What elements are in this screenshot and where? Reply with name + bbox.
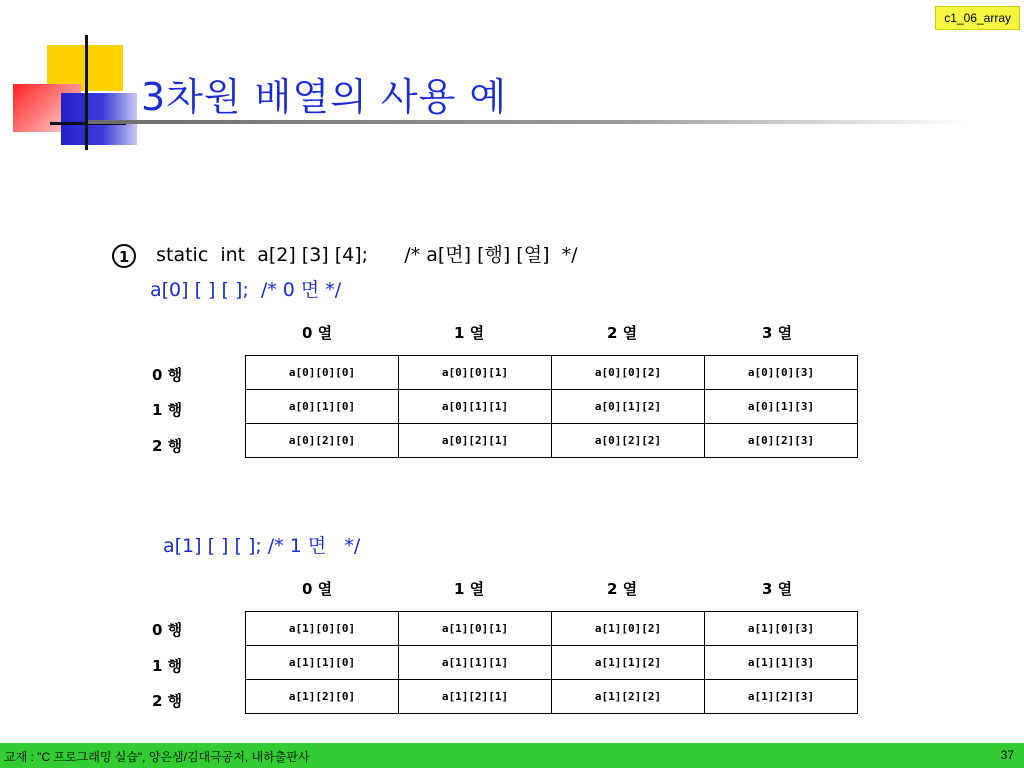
face-0-col-header: 3 열 <box>762 324 793 342</box>
table-row <box>246 424 858 458</box>
face-0-table <box>245 355 858 458</box>
footer-source-text: 교재 : "C 프로그래밍 실습", 양은샘/김대극공저, 내하출판사 <box>4 750 310 764</box>
table-cell: a[0][2][1] <box>399 424 552 458</box>
table-cell: a[0][1][0] <box>246 390 399 424</box>
table-cell: a[0][1][2] <box>552 390 705 424</box>
circled-number-marker: 1 <box>112 244 136 268</box>
table-row <box>246 356 858 390</box>
footer-bar <box>0 743 1024 768</box>
table-cell: a[0][2][3] <box>705 424 858 458</box>
table-row <box>246 680 858 714</box>
face-1-col-header: 3 열 <box>762 580 793 598</box>
table-cell: a[1][2][3] <box>705 680 858 714</box>
table-cell: a[1][1][1] <box>399 646 552 680</box>
declaration-code: static int a[2] [3] [4]; /* a[면] [행] [열] */ <box>156 244 578 266</box>
face-0-col-header: 0 열 <box>302 324 333 342</box>
table-cell: a[0][0][1] <box>399 356 552 390</box>
table-cell: a[0][1][3] <box>705 390 858 424</box>
slide-tag: c1_06_array <box>935 6 1020 30</box>
table-cell: a[1][0][0] <box>246 612 399 646</box>
face-1-col-header: 2 열 <box>607 580 638 598</box>
table-cell: a[0][1][1] <box>399 390 552 424</box>
face-0-row-header: 2 행 <box>152 437 183 455</box>
table-cell: a[1][2][1] <box>399 680 552 714</box>
page-title: 3차원 배열의 사용 예 <box>141 75 508 119</box>
face-0-col-header: 1 열 <box>454 324 485 342</box>
face-1-col-header: 0 열 <box>302 580 333 598</box>
table-cell: a[0][0][0] <box>246 356 399 390</box>
table-cell: a[1][1][2] <box>552 646 705 680</box>
array-declaration <box>100 218 577 268</box>
face-1-row-header: 0 행 <box>152 621 183 639</box>
table-row <box>246 390 858 424</box>
face-0-row-header: 1 행 <box>152 401 183 419</box>
decor-vertical-line <box>85 35 88 150</box>
table-cell: a[1][2][0] <box>246 680 399 714</box>
face-1-row-header: 2 행 <box>152 692 183 710</box>
table-cell: a[0][2][2] <box>552 424 705 458</box>
face-1-col-header: 1 열 <box>454 580 485 598</box>
table-cell: a[1][0][3] <box>705 612 858 646</box>
table-row <box>246 646 858 680</box>
face-0-row-header: 0 행 <box>152 366 183 384</box>
face-1-label: a[1] [ ] [ ]; /* 1 면 */ <box>163 535 361 557</box>
table-cell: a[1][0][1] <box>399 612 552 646</box>
table-cell: a[1][1][3] <box>705 646 858 680</box>
face-0-col-header: 2 열 <box>607 324 638 342</box>
face-1-table <box>245 611 858 714</box>
table-cell: a[1][1][0] <box>246 646 399 680</box>
table-row <box>246 612 858 646</box>
table-cell: a[0][0][3] <box>705 356 858 390</box>
table-cell: a[0][0][2] <box>552 356 705 390</box>
face-1-row-header: 1 행 <box>152 657 183 675</box>
decor-blue-square <box>61 93 137 145</box>
face-0-label: a[0] [ ] [ ]; /* 0 면 */ <box>150 279 342 301</box>
table-cell: a[1][2][2] <box>552 680 705 714</box>
table-cell: a[0][2][0] <box>246 424 399 458</box>
table-cell: a[1][0][2] <box>552 612 705 646</box>
page-number: 37 <box>1000 748 1014 762</box>
